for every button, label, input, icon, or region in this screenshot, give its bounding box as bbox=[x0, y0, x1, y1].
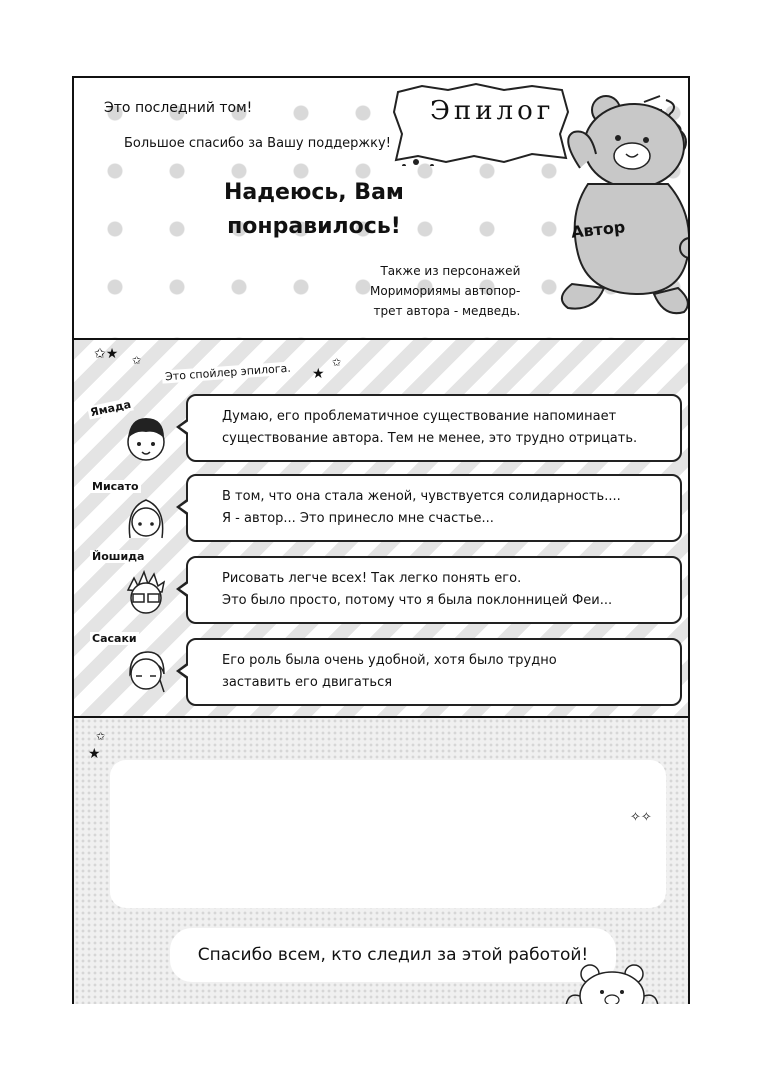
character-face-icon bbox=[122, 644, 170, 696]
speech-bubble-sasaki bbox=[186, 638, 682, 706]
bubble-line-1: Его роль была очень удобной, хотя было трудно bbox=[222, 653, 557, 668]
panel-final-thanks bbox=[74, 718, 688, 1004]
star-icon: ★ bbox=[312, 366, 325, 382]
star-icon: ✩ bbox=[332, 356, 342, 369]
final-thanks-box bbox=[170, 928, 616, 982]
bear-mascot-icon bbox=[560, 960, 664, 1004]
bear-label-author: Автор bbox=[570, 217, 627, 242]
panel-character-comments bbox=[74, 340, 688, 718]
character-name-misato: Мисато bbox=[92, 480, 139, 493]
text-last-volume: Это последний том! bbox=[104, 100, 253, 116]
speech-bubble-yamada bbox=[186, 394, 682, 462]
bubble-line-1: Рисовать легче всех! Так легко понять его. bbox=[222, 571, 522, 586]
speech-bubble-misato bbox=[186, 474, 682, 542]
note-line-2: Моримориямы автопор- bbox=[370, 284, 521, 298]
text-thanks-support: Большое спасибо за Вашу поддержку! bbox=[124, 136, 391, 151]
sparkle-icon: ✧✧ bbox=[630, 810, 652, 825]
hope-line-1: Надеюсь, Вам bbox=[224, 180, 404, 205]
star-icon: ✩ bbox=[132, 354, 142, 367]
bubble-line-1: В том, что она стала женой, чувствуется солидарность.... bbox=[222, 489, 621, 504]
panel-epilog-intro bbox=[74, 78, 688, 340]
text-hope-you-liked bbox=[224, 176, 404, 244]
character-face-icon bbox=[122, 492, 170, 544]
character-name-yamada: Ямада bbox=[89, 397, 133, 420]
character-name-sasaki: Сасаки bbox=[92, 632, 137, 645]
star-icon: ★ bbox=[88, 746, 101, 762]
character-face-icon bbox=[122, 566, 170, 618]
bubble-line-2: существование автора. Тем не менее, это трудно отрицать. bbox=[222, 431, 638, 446]
text-author-note bbox=[370, 261, 520, 321]
bubble-line-2: Я - автор... Это принесло мне счастье... bbox=[222, 511, 494, 526]
spoiler-note: Это спойлер эпилога. bbox=[162, 361, 294, 383]
hope-line-2: понравилось! bbox=[227, 214, 401, 239]
character-name-yoshida: Йошида bbox=[92, 550, 145, 563]
note-line-1: Также из персонажей bbox=[380, 264, 521, 278]
bubble-line-2: Это было просто, потому что я была поклонницей Феи... bbox=[222, 593, 613, 608]
epilog-title: Эпилог bbox=[430, 96, 555, 126]
note-line-3: трет автора - медведь. bbox=[373, 304, 521, 318]
manga-page-frame bbox=[72, 76, 690, 1004]
star-icon: ✩ bbox=[96, 730, 106, 743]
blank-message-box bbox=[110, 760, 666, 908]
speech-bubble-yoshida bbox=[186, 556, 682, 624]
bubble-line-2: заставить его двигаться bbox=[222, 675, 393, 690]
bubble-line-1: Думаю, его проблематичное существование напоминает bbox=[222, 409, 617, 424]
character-face-icon bbox=[122, 412, 170, 464]
final-thanks-text: Спасибо всем, кто следил за этой работой! bbox=[197, 945, 589, 965]
star-icon: ✩★ bbox=[94, 346, 119, 362]
